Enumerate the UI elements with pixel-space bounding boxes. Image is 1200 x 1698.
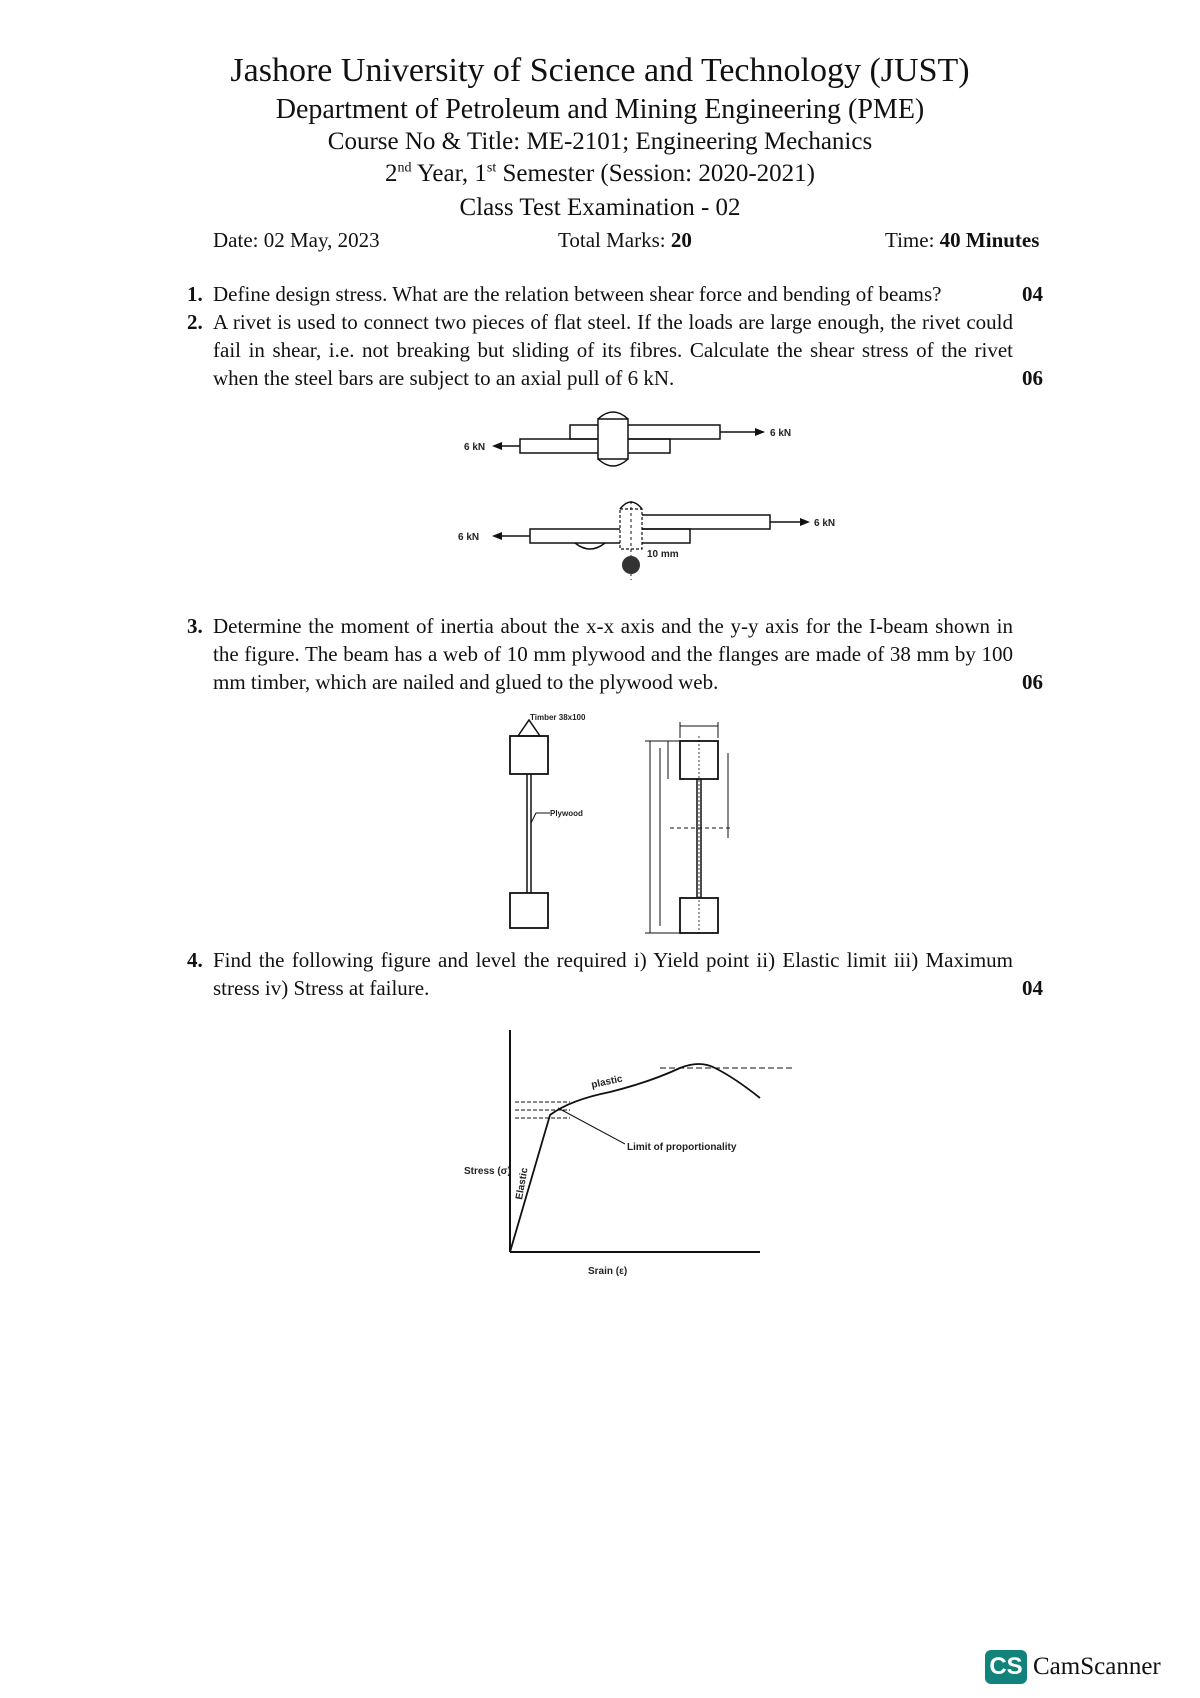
year-semester: 2nd Year, 1st Semester (Session: 2020-2021) bbox=[385, 160, 815, 187]
diameter-label: 10 mm bbox=[647, 549, 679, 560]
course-title: Course No & Title: ME-2101; Engineering Mechanics bbox=[327, 128, 873, 155]
stress-strain-figure bbox=[460, 1030, 820, 1280]
exam-date: Date: 02 May, 2023 bbox=[213, 228, 380, 252]
question-1: 1. Define design stress. What are the relation between shear force and bending of beams? 04 bbox=[187, 282, 1043, 306]
y-axis-label: Stress (σ) bbox=[464, 1166, 511, 1177]
camscanner-watermark bbox=[985, 1650, 1161, 1684]
university-title: Jashore University of Science and Technology (JUST) bbox=[230, 52, 970, 89]
timber-label: Timber 38x100 bbox=[530, 713, 586, 722]
rivet-figure bbox=[458, 405, 836, 595]
load-label: 6 kN bbox=[464, 442, 486, 453]
exam-time: Time: 40 Minutes bbox=[885, 228, 1040, 252]
x-axis-label: Srain (ε) bbox=[588, 1266, 628, 1277]
load-label: 6 kN bbox=[458, 532, 480, 543]
plastic-label: plastic bbox=[590, 1073, 624, 1091]
total-marks: Total Marks: 20 bbox=[558, 228, 692, 252]
proportionality-label: Limit of proportionality bbox=[627, 1142, 737, 1153]
rivet-diagram bbox=[458, 405, 836, 595]
question-2: 2. A rivet is used to connect two pieces of flat steel. If the loads are large enough, the rivet could fail in shear, i.e. not breaking but sliding of its fibres. Calculate the shear stress of the rivet when the steel bars are subject to an axial pull of 6 kN. 06 bbox=[187, 310, 1043, 390]
ibeam-figure bbox=[500, 708, 760, 933]
camscanner-brand: CamScanner bbox=[1033, 1653, 1161, 1680]
question-3: 3. Determine the moment of inertia about the x-x axis and the y-y axis for the I-beam shown in the figure. The beam has a web of 10 mm plywood and the flanges are made of 38 mm by 100 mm timber, which are nailed and glued to the plywood web. 06 bbox=[187, 614, 1043, 694]
stress-strain-diagram bbox=[460, 1030, 820, 1280]
stress-strain-curve bbox=[510, 1064, 760, 1252]
exam-title: Class Test Examination - 02 bbox=[459, 194, 741, 221]
department-title: Department of Petroleum and Mining Engineering (PME) bbox=[275, 94, 925, 125]
question-4: 4. Find the following figure and level the required i) Yield point ii) Elastic limit iii) Maximum stress iv) Stress at failure. 04 bbox=[187, 948, 1043, 1000]
load-label: 6 kN bbox=[814, 518, 836, 529]
plywood-label: Plywood bbox=[550, 809, 583, 818]
load-label: 6 kN bbox=[770, 428, 792, 439]
camscanner-logo: CS bbox=[985, 1650, 1027, 1684]
ibeam-diagram bbox=[500, 708, 760, 933]
elastic-label: Elastic bbox=[514, 1166, 531, 1201]
